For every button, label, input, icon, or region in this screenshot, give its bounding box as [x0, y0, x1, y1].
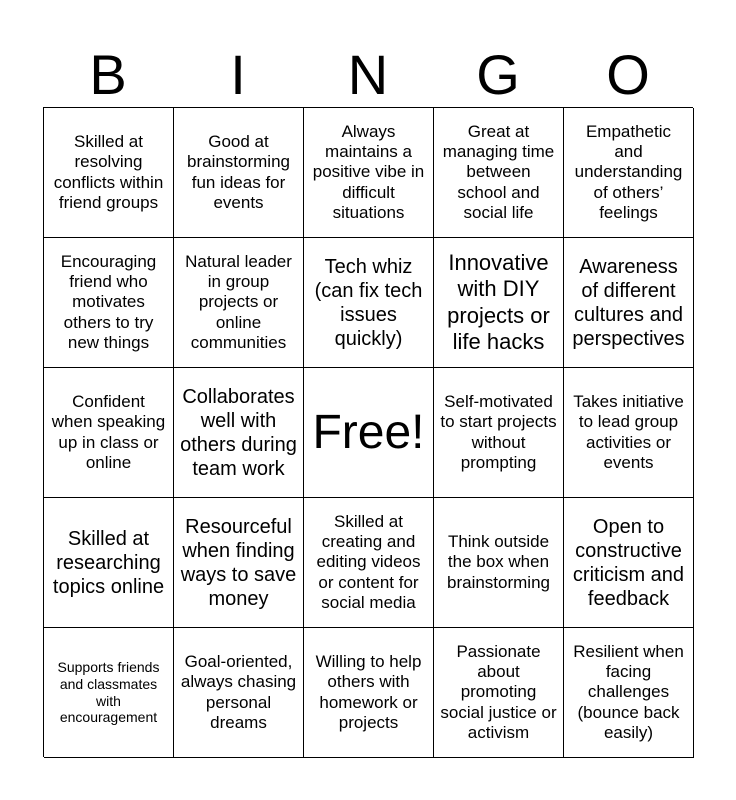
bingo-cell[interactable]: Self-motivated to start projects without prompting — [434, 368, 564, 498]
bingo-cell[interactable]: Think outside the box when brainstorming — [434, 498, 564, 628]
bingo-cell[interactable]: Resilient when facing challenges (bounce back easily) — [564, 628, 694, 758]
bingo-cell[interactable]: Skilled at creating and editing videos or content for social media — [304, 498, 434, 628]
bingo-cell[interactable]: Goal-oriented, always chasing personal dreams — [174, 628, 304, 758]
bingo-cell[interactable]: Resourceful when finding ways to save money — [174, 498, 304, 628]
bingo-cell[interactable]: Skilled at resolving conflicts within friend groups — [44, 108, 174, 238]
bingo-cell[interactable]: Awareness of different cultures and perspectives — [564, 238, 694, 368]
bingo-cell[interactable]: Encouraging friend who motivates others to try new things — [44, 238, 174, 368]
bingo-cell[interactable]: Tech whiz (can fix tech issues quickly) — [304, 238, 434, 368]
bingo-cell[interactable]: Willing to help others with homework or projects — [304, 628, 434, 758]
bingo-cell[interactable]: Natural leader in group projects or online communities — [174, 238, 304, 368]
bingo-cell[interactable]: Innovative with DIY projects or life hacks — [434, 238, 564, 368]
header-letter-b: B — [89, 43, 127, 106]
free-space[interactable]: Free! — [304, 368, 434, 498]
bingo-cell[interactable]: Skilled at researching topics online — [44, 498, 174, 628]
bingo-cell[interactable]: Collaborates well with others during team work — [174, 368, 304, 498]
bingo-cell[interactable]: Supports friends and classmates with encouragement — [44, 628, 174, 758]
bingo-cell[interactable]: Confident when speaking up in class or online — [44, 368, 174, 498]
bingo-header — [43, 44, 693, 106]
header-letter-g: G — [476, 43, 520, 106]
bingo-cell[interactable]: Great at managing time between school and social life — [434, 108, 564, 238]
bingo-board — [43, 107, 693, 757]
bingo-cell[interactable]: Open to constructive criticism and feedback — [564, 498, 694, 628]
header-letter-n: N — [347, 43, 389, 106]
bingo-cell[interactable]: Good at brainstorming fun ideas for events — [174, 108, 304, 238]
header-letter-i: I — [230, 43, 246, 106]
bingo-cell[interactable]: Empathetic and understanding of others’ feelings — [564, 108, 694, 238]
bingo-cell[interactable]: Passionate about promoting social justice or activism — [434, 628, 564, 758]
header-letter-o: O — [606, 43, 650, 106]
bingo-cell[interactable]: Takes initiative to lead group activities or events — [564, 368, 694, 498]
bingo-cell[interactable]: Always maintains a positive vibe in difficult situations — [304, 108, 434, 238]
